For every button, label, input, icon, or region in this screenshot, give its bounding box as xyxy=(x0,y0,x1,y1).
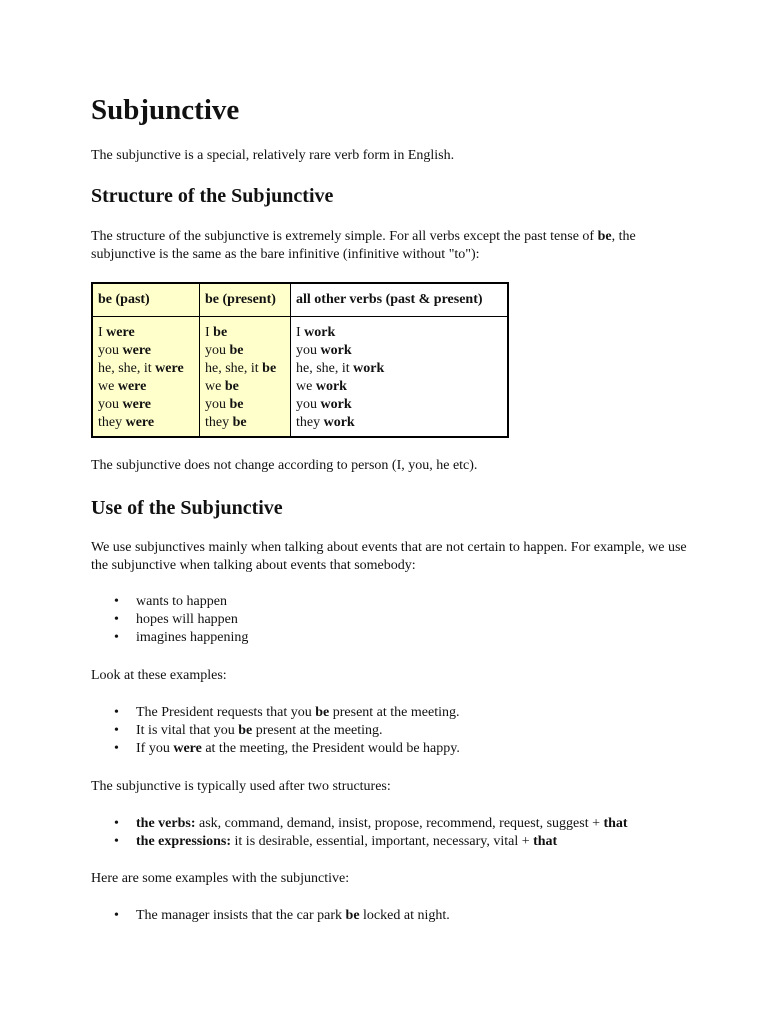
list-item: • imagines happening xyxy=(91,629,691,647)
pronoun: you xyxy=(296,343,321,358)
verb-form: be xyxy=(229,397,244,412)
verb-form: work xyxy=(323,415,355,430)
pronoun: he, she, it xyxy=(205,361,263,376)
more-examples-list xyxy=(91,907,691,925)
structure-label: the verbs: xyxy=(136,816,196,831)
table-line xyxy=(296,378,502,396)
table-line xyxy=(98,324,194,342)
pronoun: you xyxy=(98,343,123,358)
pronoun: we xyxy=(296,379,316,394)
structure-tail: that xyxy=(533,834,558,849)
example-text: If you xyxy=(136,741,174,756)
pronoun: we xyxy=(205,379,225,394)
conjugation-table xyxy=(91,282,509,438)
table-line xyxy=(296,342,502,360)
pronoun: I xyxy=(98,325,107,340)
verb-form: were xyxy=(155,361,184,376)
verb-form: work xyxy=(320,343,352,358)
table-header-other-verbs: all other verbs (past & present) xyxy=(291,283,509,317)
table-line xyxy=(296,324,502,342)
verb-form: were xyxy=(122,343,151,358)
table-header-be-past: be (past) xyxy=(92,283,200,317)
verb-form: be xyxy=(232,415,247,430)
verb-form: work xyxy=(353,361,385,376)
verb-form: work xyxy=(320,397,352,412)
table-cell-be-present xyxy=(200,317,291,438)
examples-intro: Look at these examples: xyxy=(91,668,227,683)
pronoun: they xyxy=(98,415,126,430)
table-line xyxy=(98,378,194,396)
list-item: • wants to happen xyxy=(91,593,691,611)
use-heading: Use of the Subjunctive xyxy=(91,497,283,519)
table-cell-other-verbs xyxy=(291,317,509,438)
table-row xyxy=(92,317,508,438)
events-list xyxy=(91,593,691,647)
person-note: The subjunctive does not change according to person (I, you, he etc). xyxy=(91,458,478,473)
example-verb: be xyxy=(315,705,330,720)
example-verb: be xyxy=(238,723,253,738)
table-line xyxy=(98,360,194,378)
example-text: The manager insists that the car park xyxy=(136,908,346,923)
list-item: • hopes will happen xyxy=(91,611,691,629)
example-text: present at the meeting. xyxy=(329,705,460,720)
table-line xyxy=(205,414,285,432)
list-item xyxy=(91,815,691,833)
example-text: locked at night. xyxy=(359,908,450,923)
structure-text-bold: be xyxy=(597,229,612,244)
table-line xyxy=(98,342,194,360)
intro-paragraph: The subjunctive is a special, relatively rare verb form in English. xyxy=(91,148,455,163)
more-examples-intro: Here are some examples with the subjunctive: xyxy=(91,871,350,886)
examples-list xyxy=(91,704,691,758)
pronoun: they xyxy=(296,415,324,430)
list-item xyxy=(91,722,691,740)
verb-form: were xyxy=(122,397,151,412)
use-paragraph: We use subjunctives mainly when talking about events that are not certain to happen. For example, we use the subjunctive when talking about events that somebody: xyxy=(91,540,687,573)
list-item xyxy=(91,833,691,851)
example-text: The President requests that you xyxy=(136,705,316,720)
example-text: It is vital that you xyxy=(136,723,239,738)
pronoun: you xyxy=(98,397,123,412)
table-header-be-present: be (present) xyxy=(200,283,291,317)
table-cell-be-past xyxy=(92,317,200,438)
pronoun: we xyxy=(98,379,118,394)
structure-text: it is desirable, essential, important, necessary, vital + xyxy=(231,834,534,849)
structures-list xyxy=(91,815,691,851)
page-title: Subjunctive xyxy=(91,94,240,126)
pronoun: I xyxy=(205,325,214,340)
pronoun: you xyxy=(205,397,230,412)
pronoun: they xyxy=(205,415,233,430)
verb-form: be xyxy=(224,379,239,394)
example-text: present at the meeting. xyxy=(252,723,383,738)
verb-form: were xyxy=(125,415,155,430)
pronoun: he, she, it xyxy=(296,361,354,376)
verb-form: work xyxy=(304,325,336,340)
table-line xyxy=(205,342,285,360)
structure-text-a: The structure of the subjunctive is extremely simple. For all verbs except the past tense of xyxy=(91,229,598,244)
table-line xyxy=(296,414,502,432)
pronoun: he, she, it xyxy=(98,361,156,376)
structure-paragraph xyxy=(91,228,691,264)
table-line xyxy=(296,360,502,378)
pronoun: you xyxy=(296,397,321,412)
pronoun: I xyxy=(296,325,305,340)
table-header-row xyxy=(92,283,508,317)
verb-form: were xyxy=(117,379,147,394)
example-text: at the meeting, the President would be happy. xyxy=(201,741,460,756)
table-line xyxy=(205,378,285,396)
table-line xyxy=(205,396,285,414)
structures-intro: The subjunctive is typically used after two structures: xyxy=(91,779,391,794)
verb-form: be xyxy=(262,361,277,376)
structure-heading: Structure of the Subjunctive xyxy=(91,185,334,207)
verb-form: be xyxy=(229,343,244,358)
table-line xyxy=(205,324,285,342)
pronoun: you xyxy=(205,343,230,358)
table-line xyxy=(98,414,194,432)
verb-form: be xyxy=(213,325,228,340)
verb-form: work xyxy=(315,379,347,394)
example-verb: be xyxy=(345,908,360,923)
structure-text-b: , the subjunctive is the same as the bare infinitive (infinitive without "to"): xyxy=(91,229,636,262)
list-item xyxy=(91,704,691,722)
structure-tail: that xyxy=(603,816,628,831)
table-line xyxy=(296,396,502,414)
list-item xyxy=(91,740,691,758)
example-verb: were xyxy=(173,741,202,756)
table-line xyxy=(205,360,285,378)
structure-text: ask, command, demand, insist, propose, recommend, request, suggest + xyxy=(195,816,604,831)
list-item xyxy=(91,907,691,925)
structure-label: the expressions: xyxy=(136,834,232,849)
verb-form: were xyxy=(106,325,135,340)
table-line xyxy=(98,396,194,414)
